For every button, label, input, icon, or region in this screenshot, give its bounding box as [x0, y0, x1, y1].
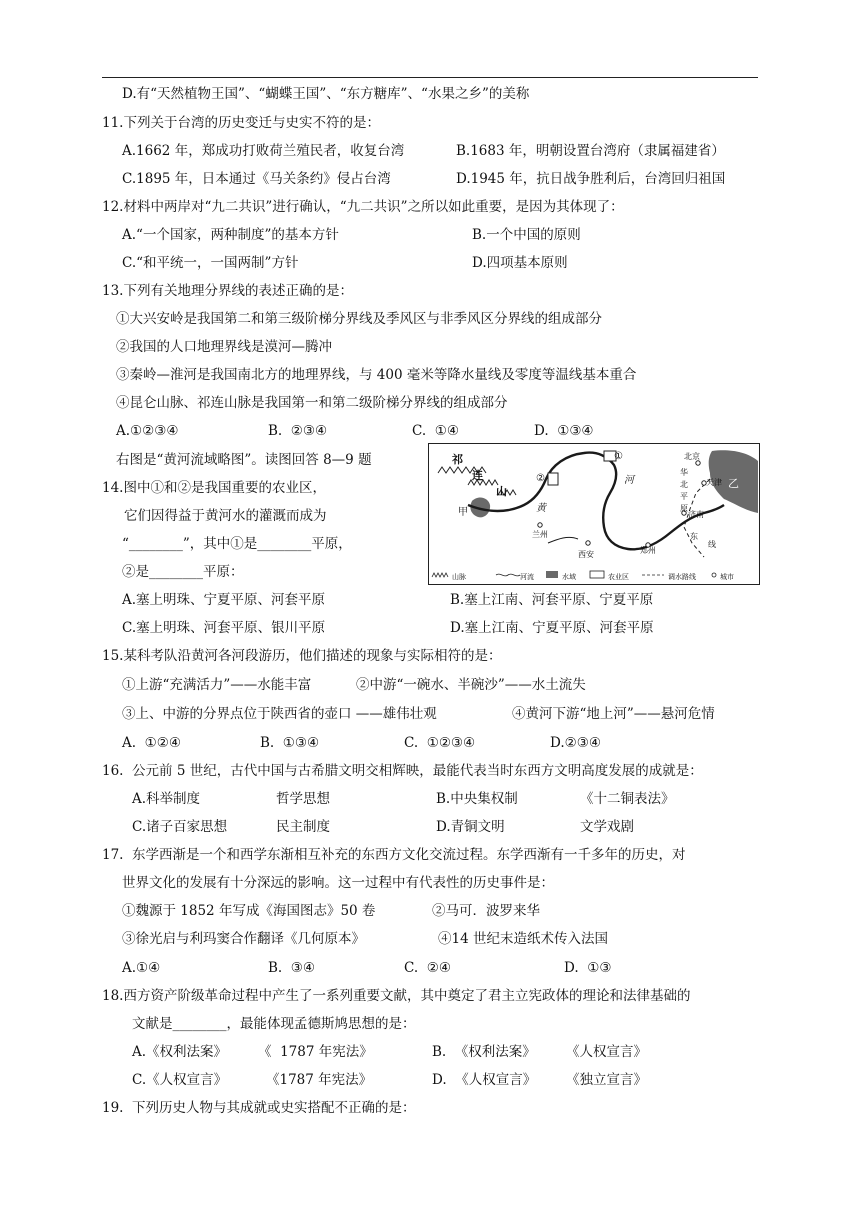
q13-option-b: B. ②③④ — [268, 423, 328, 439]
q14-option-b: B.塞上江南、河套平原、宁夏平原 — [450, 592, 654, 608]
q17-statement-3: ③徐光启与利玛窦合作翻译《几何原本》 — [122, 931, 365, 947]
label-yuan: 原 — [680, 504, 688, 513]
label-xian-line: 线 — [708, 540, 716, 549]
option-d-q10: D.有“天然植物王国”、“蝴蝶王国”、“东方糖库”、“水果之乡”的美称 — [122, 86, 530, 102]
q13-option-a: A.①②③④ — [116, 423, 179, 439]
q16-option-a1: A.科举制度 — [132, 791, 201, 807]
label-circle-1: ① — [614, 451, 623, 462]
q16-option-b1: B.中央集权制 — [436, 791, 518, 807]
label-circle-2: ② — [536, 473, 545, 484]
q13-statement-3: ③秦岭—淮河是我国南北方的地理界线，与 400 毫米等降水量线及零度等温线基本重合 — [116, 367, 637, 383]
q13-statement-4: ④昆仑山脉、祁连山脉是我国第一和第二级阶梯分界线的组成部分 — [116, 395, 508, 411]
label-hua: 华 — [680, 468, 688, 477]
q15-statement-1: ①上游“充满活力”——水能丰富 — [122, 677, 312, 693]
q16-option-a2: 哲学思想 — [276, 791, 330, 807]
q15-option-b: B. ①③④ — [260, 735, 320, 751]
q15-statement-2: ②中游“一碗水、半碗沙”——水土流失 — [356, 677, 586, 693]
label-tianjin: 天津 — [706, 478, 722, 487]
q16-option-c1: C.诸子百家思想 — [132, 819, 228, 835]
legend-agri: 农业区 — [608, 574, 629, 581]
question-12: 12.材料中两岸对“九二共识”进行确认，“九二共识”之所以如此重要，是因为其体现了： — [102, 199, 624, 215]
q12-option-d: D.四项基本原则 — [472, 255, 568, 271]
q15-statement-3: ③上、中游的分界点位于陕西省的壶口 ——雄伟壮观 — [122, 706, 437, 722]
q18-option-d1: D. 《人权宣言》 — [432, 1072, 537, 1088]
q16-option-b2: 《十二铜表法》 — [580, 791, 675, 807]
q18-option-a1: A.《权利法案》 — [132, 1044, 228, 1060]
q14-option-a: A.塞上明珠、宁夏平原、河套平原 — [122, 592, 326, 608]
question-11: 11.下列关于台湾的历史变迁与史实不符的是： — [102, 115, 380, 131]
q16-option-c2: 民主制度 — [276, 819, 330, 835]
q17-option-d: D. ①③ — [564, 960, 612, 976]
q14-stem-3: “________”，其中①是________平原， — [122, 536, 352, 552]
label-jinan: 济南 — [688, 510, 704, 519]
label-yi: 乙 — [728, 478, 739, 490]
q17-option-b: B. ③④ — [268, 960, 315, 976]
label-dong: 东 — [690, 532, 698, 541]
label-lanzhou: 兰州 — [532, 530, 548, 539]
legend-water: 水域 — [562, 574, 576, 581]
label-ping: 平 — [680, 492, 688, 501]
q11-option-c: C.1895 年，日本通过《马关条约》侵占台湾 — [122, 171, 391, 187]
q18-option-c2: 《1787 年宪法》 — [266, 1072, 373, 1088]
label-qi: 祁 — [452, 454, 463, 466]
legend-river: 河流 — [520, 574, 534, 581]
q17-statement-2: ②马可．波罗来华 — [432, 903, 540, 919]
label-zhengzhou: 郑州 — [640, 546, 656, 555]
q17-statement-1: ①魏源于 1852 年写成《海国图志》50 卷 — [122, 903, 376, 919]
q13-statement-2: ②我国的人口地理界线是漠河—腾冲 — [116, 339, 332, 355]
q14-option-c: C.塞上明珠、河套平原、银川平原 — [122, 620, 326, 636]
q12-option-a: A.“一个国家，两种制度”的基本方针 — [122, 227, 339, 243]
q13-option-c: C. ①④ — [412, 423, 459, 439]
legend-diversion: 调水路线 — [668, 574, 696, 581]
q13-statement-1: ①大兴安岭是我国第二和第三级阶梯分界线及季风区与非季风区分界线的组成部分 — [116, 311, 602, 327]
label-beijing: 北京 — [684, 452, 700, 461]
q12-option-c: C.“和平统一，一国两制”方针 — [122, 255, 299, 271]
q16-option-d1: D.青铜文明 — [436, 819, 505, 835]
legend-city-icon — [712, 573, 716, 577]
q11-option-b: B.1683 年，明朝设置台湾府（隶属福建省） — [456, 143, 725, 159]
label-huang: 黄 — [536, 503, 546, 514]
question-15: 15.某科考队沿黄河各河段游历，他们描述的现象与实际相符的是： — [102, 648, 502, 664]
q14-option-d: D.塞上江南、宁夏平原、河套平原 — [450, 620, 654, 636]
legend-mountain: 山脉 — [452, 574, 466, 581]
label-bei: 北 — [680, 480, 688, 489]
label-he: 河 — [624, 475, 634, 486]
q15-option-a: A. ①②④ — [122, 735, 181, 751]
label-lian: 连 — [472, 470, 483, 482]
q15-statement-4: ④黄河下游“地上河”——悬河危情 — [512, 706, 715, 722]
q11-option-a: A.1662 年，郑成功打败荷兰殖民者，收复台湾 — [122, 143, 405, 159]
question-18: 18.西方资产阶级革命过程中产生了一系列重要文献，其中奠定了君主立宪政体的理论和法律基础的 — [102, 988, 691, 1004]
label-xian: 西安 — [578, 550, 594, 559]
legend-city: 城市 — [720, 574, 734, 581]
q15-option-c: C. ①②③④ — [404, 735, 476, 751]
q18-option-b2: 《人权宣言》 — [566, 1044, 647, 1060]
header-rule — [102, 77, 758, 78]
q15-option-d: D.②③④ — [550, 735, 601, 751]
yellow-river-map — [428, 443, 760, 585]
legend-water-icon — [546, 571, 558, 578]
q11-option-d: D.1945 年，抗日战争胜利后，台湾回归祖国 — [456, 171, 726, 187]
question-14: 14.图中①和②是我国重要的农业区， — [102, 480, 326, 496]
q17-option-a: A.①④ — [122, 960, 161, 976]
label-jia: 甲 — [458, 507, 468, 518]
q17-option-c: C. ②④ — [404, 960, 451, 976]
question-19: 19. 下列历史人物与其成就或史实搭配不正确的是： — [102, 1100, 416, 1116]
q18-stem-2: 文献是________，最能体现孟德斯鸠思想的是： — [132, 1016, 416, 1032]
q18-option-d2: 《独立宣言》 — [566, 1072, 647, 1088]
q18-option-c1: C.《人权宣言》 — [132, 1072, 228, 1088]
map-intro: 右图是“黄河流域略图”。读图回答 8—9 题 — [116, 452, 372, 468]
label-shan: 山 — [496, 486, 507, 498]
question-17: 17. 东学西渐是一个和西学东渐相互补充的东西方文化交流过程。东学西渐有一千多年的历史，对 — [102, 847, 686, 863]
q18-option-a2: 《 1787 年宪法》 — [258, 1044, 373, 1060]
question-13: 13.下列有关地理分界线的表述正确的是： — [102, 283, 353, 299]
q14-stem-4: ②是________平原： — [122, 564, 244, 580]
q17-statement-4: ④14 世纪末造纸术传入法国 — [438, 931, 608, 947]
q18-option-b1: B. 《权利法案》 — [432, 1044, 536, 1060]
question-16: 16. 公元前 5 世纪，古代中国与古希腊文明交相辉映，最能代表当时东西方文明高度发展的成就是： — [102, 763, 703, 779]
q12-option-b: B.一个中国的原则 — [472, 227, 581, 243]
agri-area-2 — [548, 473, 558, 485]
q17-stem-2: 世界文化的发展有十分深远的影响。这一过程中有代表性的历史事件是： — [122, 875, 554, 891]
legend-agri-icon — [590, 571, 604, 578]
q13-option-d: D. ①③④ — [534, 423, 594, 439]
q14-stem-2: 它们因得益于黄河水的灌溉而成为 — [124, 508, 327, 524]
q16-option-d2: 文学戏剧 — [580, 819, 634, 835]
